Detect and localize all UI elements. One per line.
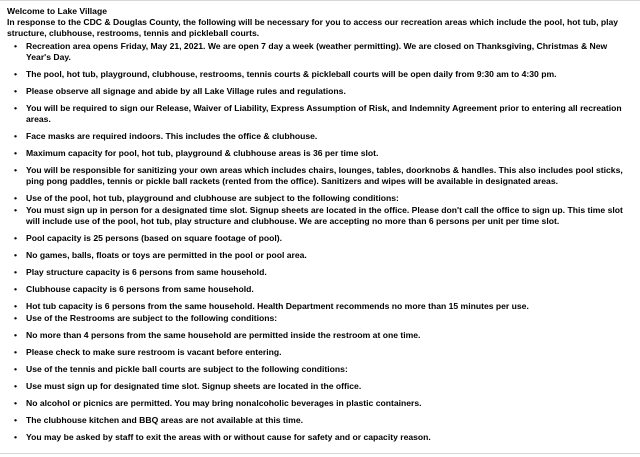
- bullet-icon: •: [14, 301, 18, 311]
- bullet-icon: •: [14, 165, 18, 175]
- rule-text: Use of the Restrooms are subject to the following conditions:: [26, 313, 278, 323]
- bullet-icon: •: [14, 364, 18, 374]
- bullet-icon: •: [14, 131, 18, 141]
- rule-item: [14, 330, 634, 341]
- rule-item: [14, 103, 634, 125]
- rule-text: You must sign up in person for a designated time slot. Signup sheets are located in the office. Please don't call the office to sign up. This time slot will include use of the pool, hot tub, play structure and clubhouse. We are accepting no more than 6 persons per unit per time slot.: [26, 205, 623, 226]
- rule-text: Play structure capacity is 6 persons from same household.: [26, 267, 267, 277]
- bullet-icon: •: [14, 103, 18, 113]
- rule-text: No games, balls, floats or toys are permitted in the pool or pool area.: [26, 250, 307, 260]
- bullet-icon: •: [14, 381, 18, 391]
- bullet-icon: •: [14, 432, 18, 442]
- bullet-icon: •: [14, 148, 18, 158]
- bullet-icon: •: [14, 250, 18, 260]
- rule-item: [14, 86, 634, 97]
- top-divider: [0, 0, 640, 1]
- bottom-divider: [0, 453, 640, 454]
- rule-item: [14, 69, 634, 80]
- bullet-icon: •: [14, 193, 18, 203]
- rule-text: No alcohol or picnics are permitted. You may bring nonalcoholic beverages in plastic containers.: [26, 398, 422, 408]
- bullet-icon: •: [14, 398, 18, 408]
- rule-item: [14, 41, 634, 63]
- rule-text: Use must sign up for designated time slot. Signup sheets are located in the office.: [26, 381, 362, 391]
- rule-text: Use of the pool, hot tub, playground and clubhouse are subject to the following conditions:: [26, 193, 399, 203]
- bullet-icon: •: [14, 41, 18, 51]
- rule-text: Pool capacity is 25 persons (based on square footage of pool).: [26, 233, 282, 243]
- rule-text: The pool, hot tub, playground, clubhouse, restrooms, tennis courts & pickleball courts will be open daily from 9:30 am to 4:30 pm.: [26, 69, 557, 79]
- rule-item: [14, 250, 634, 261]
- bullet-icon: •: [14, 347, 18, 357]
- bullet-icon: •: [14, 267, 18, 277]
- rule-text: You will be required to sign our Release, Waiver of Liability, Express Assumption of Risk, and Indemnity Agreement prior to entering all recreation areas.: [26, 103, 622, 124]
- bullet-icon: •: [14, 86, 18, 96]
- intro-paragraph: In response to the CDC & Douglas County, the following will be necessary for you to access our recreation areas which include the pool, hot tub, play structure, clubhouse, restrooms, tennis and pickleball courts.: [7, 17, 619, 38]
- rule-item: [14, 301, 634, 312]
- bullet-icon: •: [14, 69, 18, 79]
- rule-text: Please check to make sure restroom is vacant before entering.: [26, 347, 282, 357]
- rule-text: You will be responsible for sanitizing your own areas which includes chairs, lounges, tables, doorknobs & handles. This also includes pool sticks, ping pong paddles, tennis or pickle ball rackets (rented from the office). Sanitizers and wipes will be available in designated areas.: [26, 165, 623, 186]
- bullet-icon: •: [14, 284, 18, 294]
- rule-item: [14, 398, 634, 409]
- rule-item: [14, 165, 634, 187]
- bullet-icon: •: [14, 313, 18, 323]
- rule-item: [14, 193, 634, 204]
- rule-text: You may be asked by staff to exit the areas with or without cause for safety and or capacity reason.: [26, 432, 431, 442]
- bullet-icon: •: [14, 205, 18, 215]
- rule-item: [14, 347, 634, 358]
- rule-text: Clubhouse capacity is 6 persons from same household.: [26, 284, 254, 294]
- rule-text: The clubhouse kitchen and BBQ areas are not available at this time.: [26, 415, 303, 425]
- rule-text: No more than 4 persons from the same household are permitted inside the restroom at one time.: [26, 330, 421, 340]
- page-title: Welcome to Lake Village: [7, 6, 107, 16]
- rule-text: Use of the tennis and pickle ball courts are subject to the following conditions:: [26, 364, 348, 374]
- rule-item: [14, 415, 634, 426]
- rule-item: [14, 205, 634, 227]
- rule-item: [14, 148, 634, 159]
- rules-list: [7, 41, 634, 443]
- rule-item: [14, 131, 634, 142]
- rule-text: Please observe all signage and abide by all Lake Village rules and regulations.: [26, 86, 346, 96]
- rule-text: Maximum capacity for pool, hot tub, playground & clubhouse areas is 36 per time slot.: [26, 148, 379, 158]
- bullet-icon: •: [14, 330, 18, 340]
- rule-item: [14, 284, 634, 295]
- rule-item: [14, 381, 634, 392]
- rule-text: Hot tub capacity is 6 persons from the same household. Health Department recommends no more than 15 minutes per use.: [26, 301, 529, 311]
- rule-item: [14, 432, 634, 443]
- rule-item: [14, 233, 634, 244]
- rule-text: Recreation area opens Friday, May 21, 2021. We are open 7 day a week (weather permitting). We are closed on Thanksgiving, Christmas & New Year's Day.: [26, 41, 608, 62]
- rule-item: [14, 313, 634, 324]
- rule-item: [14, 267, 634, 278]
- rule-text: Face masks are required indoors. This includes the office & clubhouse.: [26, 131, 318, 141]
- bullet-icon: •: [14, 233, 18, 243]
- rule-item: [14, 364, 634, 375]
- bullet-icon: •: [14, 415, 18, 425]
